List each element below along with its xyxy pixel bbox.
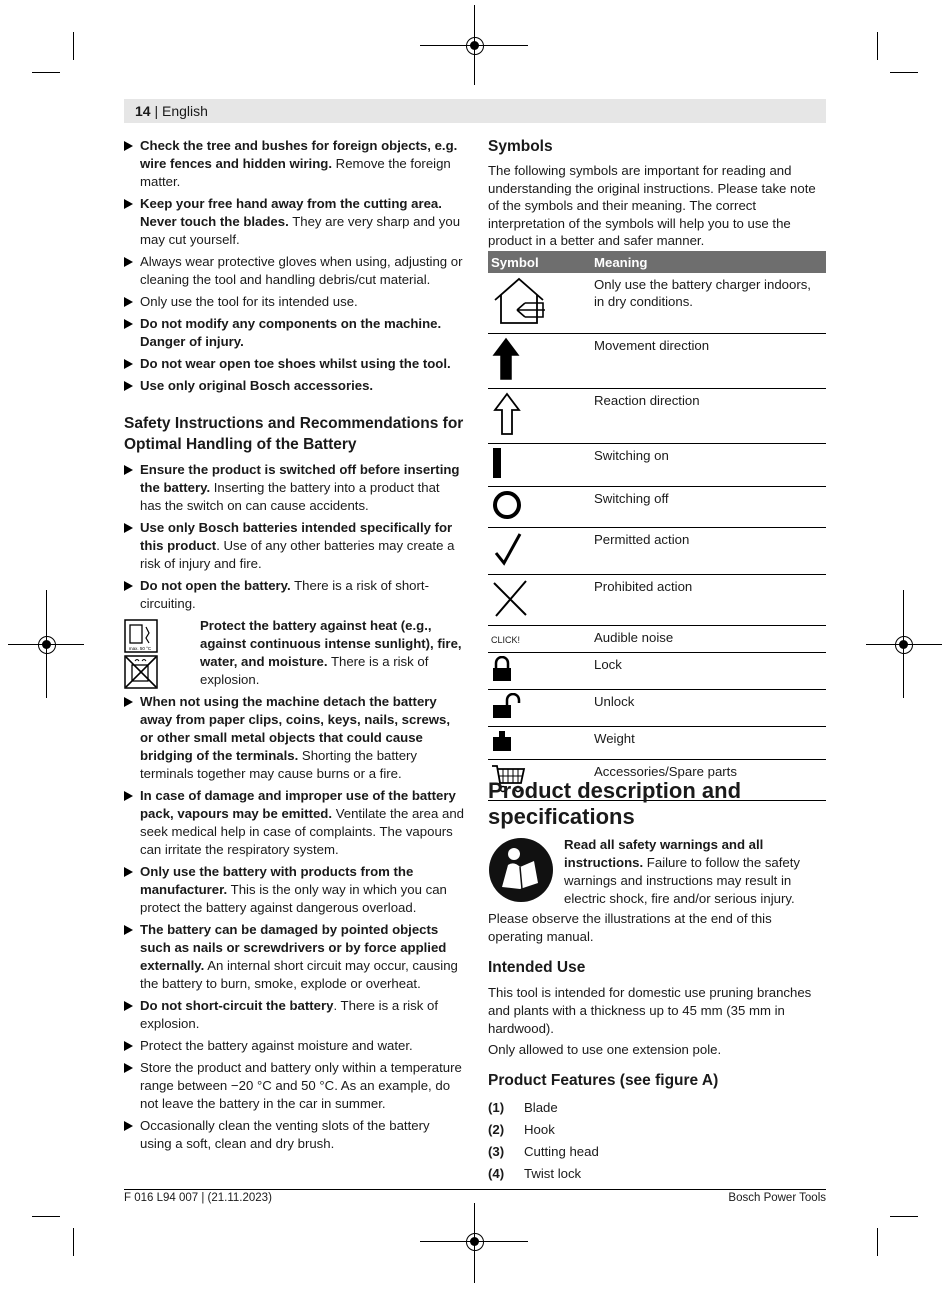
- heat-warning: [124, 617, 464, 689]
- registration-mark-icon: [466, 1233, 484, 1251]
- list-item: Only use the battery with products from the manufacturer. This is the only way in which you can protect the battery against dangerous overload.: [124, 863, 464, 917]
- intended-use-heading: Intended Use: [488, 959, 586, 976]
- lock-icon: [491, 656, 513, 682]
- feature-item: (4) Twist lock: [488, 1166, 582, 1181]
- switch-on-icon: [491, 447, 505, 479]
- features-heading: Product Features (see figure A): [488, 1072, 719, 1089]
- list-item: Keep your free hand away from the cutting area. Never touch the blades. They are very sharp and you may cut yourself.: [124, 195, 464, 249]
- list-item: In case of damage and improper use of the battery pack, vapours may be emitted. Ventilate the area and seek medical help in case of complaints. The vapours can irritate the respiratory system.: [124, 787, 464, 859]
- table-row: [488, 444, 826, 487]
- list-item: Protect the battery against moisture and water.: [124, 1037, 464, 1055]
- list-item: Do not modify any components on the machine. Danger of injury.: [124, 315, 464, 351]
- list-item: Only use the tool for its intended use.: [124, 293, 464, 311]
- list-item: Do not wear open toe shoes whilst using the tool.: [124, 355, 464, 373]
- symbol-meaning: Audible noise: [591, 626, 826, 653]
- weight-icon: [491, 730, 513, 752]
- symbol-meaning: Only use the battery charger indoors, in dry conditions.: [591, 273, 826, 334]
- left-column: [124, 137, 464, 1157]
- table-row: [488, 653, 826, 690]
- bullet-arrow-icon: [124, 141, 133, 151]
- bullet-arrow-icon: [124, 1063, 133, 1073]
- extension-pole-text: Only allowed to use one extension pole.: [488, 1042, 722, 1057]
- no-water-icon: [124, 655, 158, 689]
- feature-item: (1) Blade: [488, 1100, 558, 1115]
- bullet-arrow-icon: [124, 867, 133, 877]
- intended-use-text: This tool is intended for domestic use pruning branches and plants with a thickness up to 45 mm (35 mm in hardwood).: [488, 985, 812, 1036]
- symbol-meaning: Weight: [591, 727, 826, 760]
- table-row: [488, 487, 826, 528]
- feature-item: (3) Cutting head: [488, 1144, 599, 1159]
- bullet-arrow-icon: [124, 319, 133, 329]
- bullet-arrow-icon: [124, 1121, 133, 1131]
- bullet-arrow-icon: [124, 257, 133, 267]
- footer-brand: Bosch Power Tools: [728, 1192, 826, 1204]
- symbol-meaning: Lock: [591, 653, 826, 690]
- observe-text: Please observe the illustrations at the end of this operating manual.: [488, 911, 772, 944]
- read-manual-icon: [488, 837, 554, 903]
- bullet-arrow-icon: [124, 791, 133, 801]
- table-row: [488, 273, 826, 334]
- click-label: CLICK!: [488, 626, 591, 653]
- reaction-arrow-icon: [491, 392, 523, 436]
- symbol-meaning: Movement direction: [591, 334, 826, 389]
- features-list: [488, 1099, 828, 1183]
- safety-list: [124, 137, 464, 395]
- house-indoor-icon: [491, 276, 549, 326]
- registration-mark-icon: [895, 636, 913, 654]
- symbol-meaning: Permitted action: [591, 528, 826, 575]
- list-item: Use only Bosch batteries intended specifically for this product. Use of any other batteries may create a risk of injury and fire.: [124, 519, 464, 573]
- bullet-arrow-icon: [124, 1001, 133, 1011]
- list-item: The battery can be damaged by pointed objects such as nails or screwdrivers or by force applied externally. An internal short circuit may occur, causing the battery to burn, smoke, explode or overheat.: [124, 921, 464, 993]
- list-item: When not using the machine detach the battery away from paper clips, coins, keys, nails, screws, or other small metal objects that could cause bridging of the terminals. Shorting the battery terminals together may cause burns or a fire.: [124, 693, 464, 783]
- crop-mark: [890, 1216, 918, 1217]
- crop-mark: [73, 32, 74, 60]
- list-item: Use only original Bosch accessories.: [124, 377, 464, 395]
- bullet-arrow-icon: [124, 925, 133, 935]
- battery-list: [124, 693, 464, 1153]
- bullet-arrow-icon: [124, 381, 133, 391]
- product-heading: Product description and specifications: [488, 778, 742, 829]
- footer-rule: [124, 1189, 826, 1190]
- feature-item: (2) Hook: [488, 1122, 555, 1137]
- bullet-arrow-icon: [124, 297, 133, 307]
- read-warning-text: Read all safety warnings and all instructions. Failure to follow the safety warnings and instructions may result in electric shock, fire and/or serious injury.: [564, 837, 800, 906]
- table-row: [488, 389, 826, 444]
- table-row: [488, 528, 826, 575]
- product-section: [488, 778, 828, 1187]
- heat-icon: [124, 619, 158, 653]
- page-header: [124, 99, 826, 123]
- cross-icon: [491, 578, 529, 618]
- bullet-arrow-icon: [124, 581, 133, 591]
- crop-mark: [32, 1216, 60, 1217]
- bullet-arrow-icon: [124, 1041, 133, 1051]
- symbol-meaning: Switching on: [591, 444, 826, 487]
- symbol-column-header: Symbol: [488, 251, 591, 273]
- bullet-arrow-icon: [124, 359, 133, 369]
- symbol-meaning: Prohibited action: [591, 575, 826, 626]
- symbol-meaning: Switching off: [591, 487, 826, 528]
- list-item: Always wear protective gloves when using, adjusting or cleaning the tool and handling debris/cut material.: [124, 253, 464, 289]
- bullet-arrow-icon: [124, 523, 133, 533]
- crop-mark: [73, 1228, 74, 1256]
- svg-text:max. 50 °C: max. 50 °C: [128, 646, 152, 651]
- right-column: [488, 137, 828, 250]
- table-row: [488, 727, 826, 760]
- heat-warning-text: Protect the battery against heat (e.g., against continuous intense sunlight), fire, water, and moisture. There is a risk of explosion.: [200, 618, 462, 687]
- list-item: Ensure the product is switched off before inserting the battery. Inserting the battery into a product that has the switch on can cause accidents.: [124, 461, 464, 515]
- symbol-meaning: Accessories/Spare parts: [591, 760, 826, 801]
- bullet-arrow-icon: [124, 199, 133, 209]
- bullet-arrow-icon: [124, 697, 133, 707]
- meaning-column-header: Meaning: [591, 251, 826, 273]
- list-item: Occasionally clean the venting slots of the battery using a soft, clean and dry brush.: [124, 1117, 464, 1153]
- registration-mark-icon: [466, 37, 484, 55]
- table-row: [488, 575, 826, 626]
- list-item: Store the product and battery only within a temperature range between −20 °C and 50 °C. As an example, do not leave the battery in the car in summer.: [124, 1059, 464, 1113]
- table-row: [488, 690, 826, 727]
- movement-arrow-icon: [491, 337, 521, 381]
- battery-heading: Safety Instructions and Recommendations for Optimal Handling of the Battery: [124, 415, 464, 453]
- unlock-icon: [491, 693, 521, 719]
- page-number: 14 | English: [135, 103, 208, 119]
- list-item: Do not short-circuit the battery. There is a risk of explosion.: [124, 997, 464, 1033]
- battery-list: [124, 461, 464, 613]
- table-row: [488, 334, 826, 389]
- crop-mark: [32, 72, 60, 73]
- crop-mark: [877, 32, 878, 60]
- checkmark-icon: [491, 531, 525, 567]
- footer-doc-id: F 016 L94 007 | (21.11.2023): [124, 1192, 272, 1204]
- read-warning: [488, 836, 828, 908]
- symbol-meaning: Reaction direction: [591, 389, 826, 444]
- symbol-meaning: Unlock: [591, 690, 826, 727]
- list-item: Do not open the battery. There is a risk of short-circuiting.: [124, 577, 464, 613]
- symbols-heading: Symbols: [488, 138, 553, 155]
- symbols-table: [488, 251, 826, 801]
- bullet-arrow-icon: [124, 465, 133, 475]
- crop-mark: [877, 1228, 878, 1256]
- symbols-intro: The following symbols are important for reading and understanding the original instructions. Please take note of the symbols and their meaning. The correct interpretation of the symbols will help you to use the product in a better and safer manner.: [488, 163, 816, 248]
- table-row: [488, 626, 826, 653]
- crop-mark: [890, 72, 918, 73]
- switch-off-icon: [491, 490, 525, 520]
- registration-mark-icon: [38, 636, 56, 654]
- list-item: Check the tree and bushes for foreign objects, e.g. wire fences and hidden wiring. Remove the foreign matter.: [124, 137, 464, 191]
